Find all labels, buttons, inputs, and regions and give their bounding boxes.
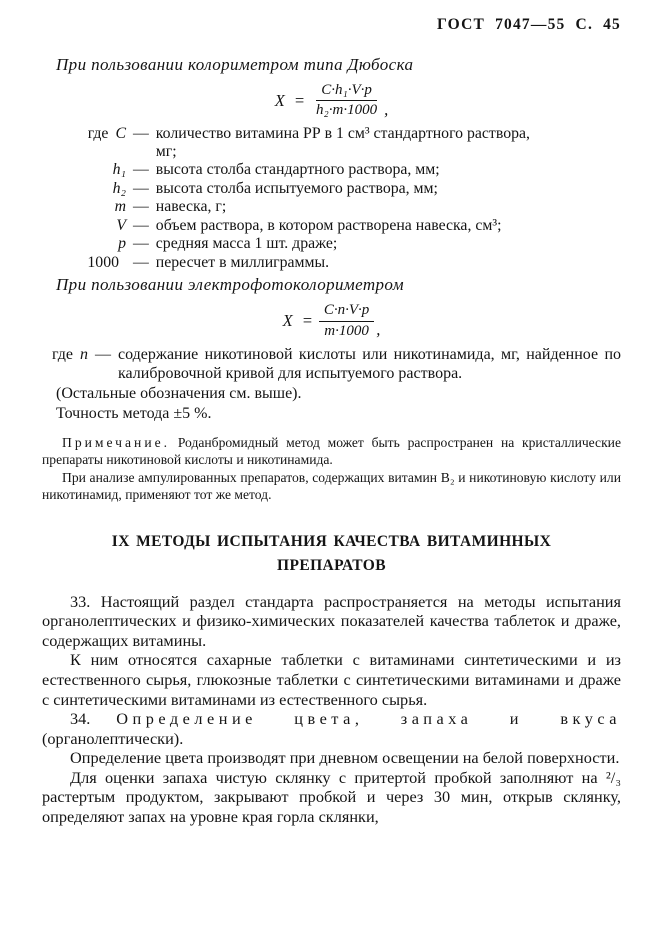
definition-row-v [42, 217, 621, 235]
definition-prefix: где [51, 345, 73, 363]
formula1-numerator: C·h₁·V·p [316, 82, 377, 101]
note-block [42, 434, 621, 504]
definition-row-p [42, 235, 621, 253]
definition-text-line: высота столба стандартного раствора, мм; [155, 161, 440, 179]
definition-dash: — [133, 235, 149, 253]
paragraph-33: 33. Настоящий раздел стандарта распространяется на методы испытания органолептических и физико-химических показателей качества таблеток и драже, содержащих витамины. [42, 591, 621, 650]
definition-symbol-v: V [116, 216, 126, 234]
definition-dash: — [95, 345, 111, 363]
formula1-denominator: h₂·m·1000 [316, 102, 378, 119]
note-paragraph-1 [42, 434, 621, 469]
paragraph-34-spaced-title: Определение цвета, запаха и вкуса [116, 709, 621, 729]
paragraph-34-number: 34. [70, 709, 91, 729]
definition-symbol-h1: h₁ [112, 161, 126, 179]
formula2-denominator: m·1000 [324, 322, 369, 339]
formula1-equals-sign: = [293, 90, 306, 110]
paragraph-34-tail: (органолептически). [42, 728, 184, 748]
definition-prefix: 1000 [87, 253, 119, 271]
formula2-fraction [319, 302, 374, 340]
formula2-equals-sign: = [301, 311, 313, 330]
definition-dash: — [133, 253, 149, 271]
definition-symbol-h2: h₂ [112, 179, 126, 197]
definition-prefix: где [87, 124, 109, 142]
paragraph-odor-determination: Для оценки запаха чистую склянку с притертой пробкой заполняют на ²/₃ растертым продуктом, закрывают пробкой и через 30 мин, открыв склянку, определяют запах на уровне края горла склянки, [42, 767, 621, 826]
note-paragraph-2: При анализе ампулированных препаратов, содержащих витамин В₂ и никотиновую кислоту или никотинамид, применяют тот же метод. [42, 469, 621, 502]
note-text-1: Роданбромидный метод может быть распространен на кристаллические препараты никотиновой кислоты и никотинамида. [42, 434, 621, 468]
section-9-heading-line-2: ПРЕПАРАТОВ [277, 556, 386, 574]
definition-row-1000 [42, 254, 621, 272]
definition-dash: — [133, 216, 149, 234]
other-designations-line: (Остальные обозначения см. выше). [56, 384, 302, 402]
definition-row-h1 [42, 161, 621, 179]
formula1-variable-x: X [274, 90, 286, 110]
method-accuracy-line: Точность метода ±5 %. [56, 404, 212, 422]
section-9-heading [42, 530, 621, 577]
definition-text-line: высота столба испытуемого раствора, мм; [155, 179, 438, 197]
definition-symbol-m: m [114, 198, 126, 216]
note-label: Примечание. [62, 434, 171, 450]
definition-dash: — [133, 179, 149, 197]
definition-row-m [42, 198, 621, 216]
colorimeter-intro-line: При пользовании колориметром типа Дюбоска [56, 55, 414, 74]
formula1-comma: , [384, 99, 389, 119]
definition-row-h2 [42, 180, 621, 198]
photocolorimeter-intro-line: При пользовании электрофотоколориметром [56, 275, 404, 295]
formula2-numerator: C·n·V·p [319, 302, 374, 321]
section-9-body [42, 592, 621, 827]
definition-dash: — [133, 124, 149, 142]
definition-text-line: навеска, г; [155, 198, 227, 216]
definition-dash: — [133, 161, 149, 179]
formula1-fraction [311, 82, 382, 120]
definition-text-line: пересчет в миллиграммы. [155, 253, 330, 271]
definition-text-line: мг; [155, 142, 177, 160]
variable-definitions-list [42, 125, 621, 273]
definition-text-line: средняя масса 1 шт. драже; [155, 235, 338, 253]
section-9-heading-line-1: IX МЕТОДЫ ИСПЫТАНИЯ КАЧЕСТВА ВИТАМИННЫХ [111, 533, 552, 551]
definition-row-n [42, 345, 621, 384]
definition-dash: — [133, 198, 149, 216]
definition-row-c [42, 125, 621, 162]
definition-symbol-p: p [118, 235, 126, 253]
formula-photocolorimeter [42, 302, 621, 340]
definition-text-n: содержание никотиновой кислоты или никотинамида, мг, найденное по калибровочной кривой для испытуемого раствора. [118, 345, 621, 383]
definition-text-line: объем раствора, в котором растворена навеска, см³; [155, 216, 502, 234]
definition-symbol-n: n [80, 345, 88, 363]
formula2-variable-x: X [282, 311, 294, 330]
paragraph-34 [42, 709, 621, 748]
definition-symbol-c: С [115, 124, 126, 142]
definition-text-line: количество витамина РР в 1 см³ стандартного раствора, [155, 124, 530, 142]
formula2-comma: , [376, 319, 381, 339]
paragraph-33-continued: К ним относятся сахарные таблетки с витаминами синтетическими и из естественного сырья, глюкозные таблетки с синтетическими витаминами и драже с синтетическими витаминами из естественного сырья. [42, 650, 621, 709]
formula-colorimeter [42, 82, 621, 120]
paragraph-color-determination: Определение цвета производят при дневном освещении на белой поверхности. [70, 748, 620, 768]
page-header-gost-number: ГОСТ 7047—55 С. 45 [436, 16, 621, 33]
